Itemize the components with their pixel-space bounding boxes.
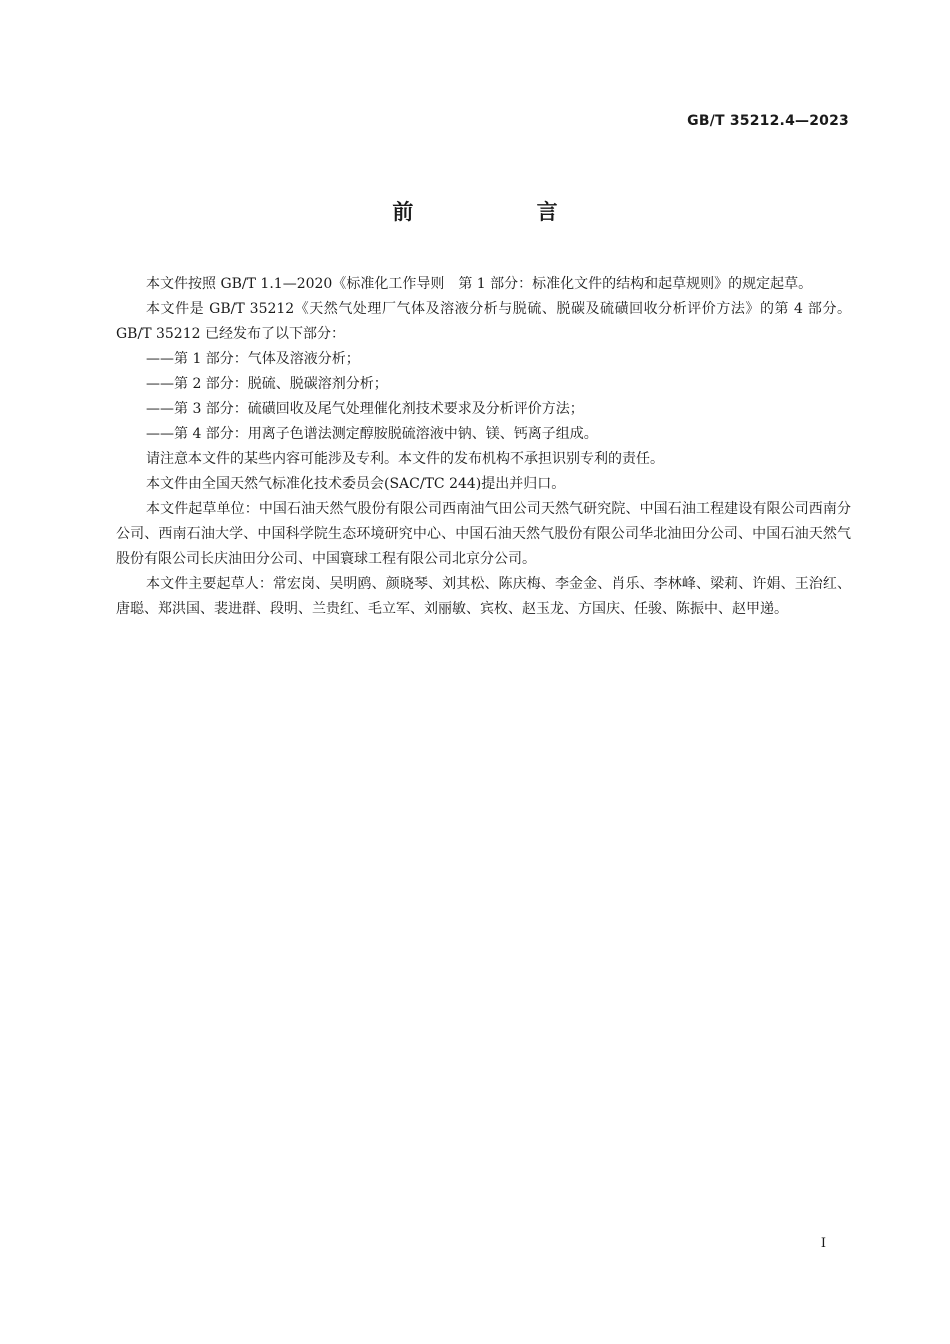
list-item-part-3: ——第 3 部分：硫磺回收及尾气处理催化剂技术要求及分析评价方法； xyxy=(146,401,584,417)
standard-code: GB/T 35212.4—2023 xyxy=(687,113,849,129)
paragraph-drafting-rules: 本文件按照 GB/T 1.1—2020《标准化工作导则 第 1 部分：标准化文件的结构和起草规则》的规定起草。 xyxy=(146,276,813,292)
list-item-part-2: ——第 2 部分：脱硫、脱碳溶剂分析； xyxy=(146,376,388,392)
section-title: 前 言 xyxy=(392,200,616,224)
paragraph-series-intro: 本文件是 GB/T 35212《天然气处理厂气体及溶液分析与脱硫、脱碳及硫磺回收分析评价方法》的第 4 部分。GB/T 35212 已经发布了以下部分： xyxy=(116,301,851,342)
paragraph-drafters: 本文件主要起草人：常宏岗、吴明鸥、颜晓琴、刘其松、陈庆梅、李金金、肖乐、李林峰、梁莉、许娟、王治红、唐聪、郑洪国、裴进群、段明、兰贵红、毛立军、刘丽敏、宾枚、赵玉龙、方国庆、任骏、陈振中、赵甲递。 xyxy=(116,576,851,617)
paragraph-proposer: 本文件由全国天然气标准化技术委员会(SAC/TC 244)提出并归口。 xyxy=(146,476,566,492)
paragraph-drafting-units: 本文件起草单位：中国石油天然气股份有限公司西南油气田公司天然气研究院、中国石油工程建设有限公司西南分公司、西南石油大学、中国科学院生态环境研究中心、中国石油天然气股份有限公司华北油田分公司、中国石油天然气股份有限公司长庆油田分公司、中国寰球工程有限公司北京分公司。 xyxy=(116,501,851,567)
foreword-body xyxy=(116,272,851,622)
paragraph-patent-notice: 请注意本文件的某些内容可能涉及专利。本文件的发布机构不承担识别专利的责任。 xyxy=(146,451,664,467)
page-number: I xyxy=(820,1236,826,1251)
list-item-part-1: ——第 1 部分：气体及溶液分析； xyxy=(146,351,360,367)
list-item-part-4: ——第 4 部分：用离子色谱法测定醇胺脱硫溶液中钠、镁、钙离子组成。 xyxy=(146,426,598,442)
